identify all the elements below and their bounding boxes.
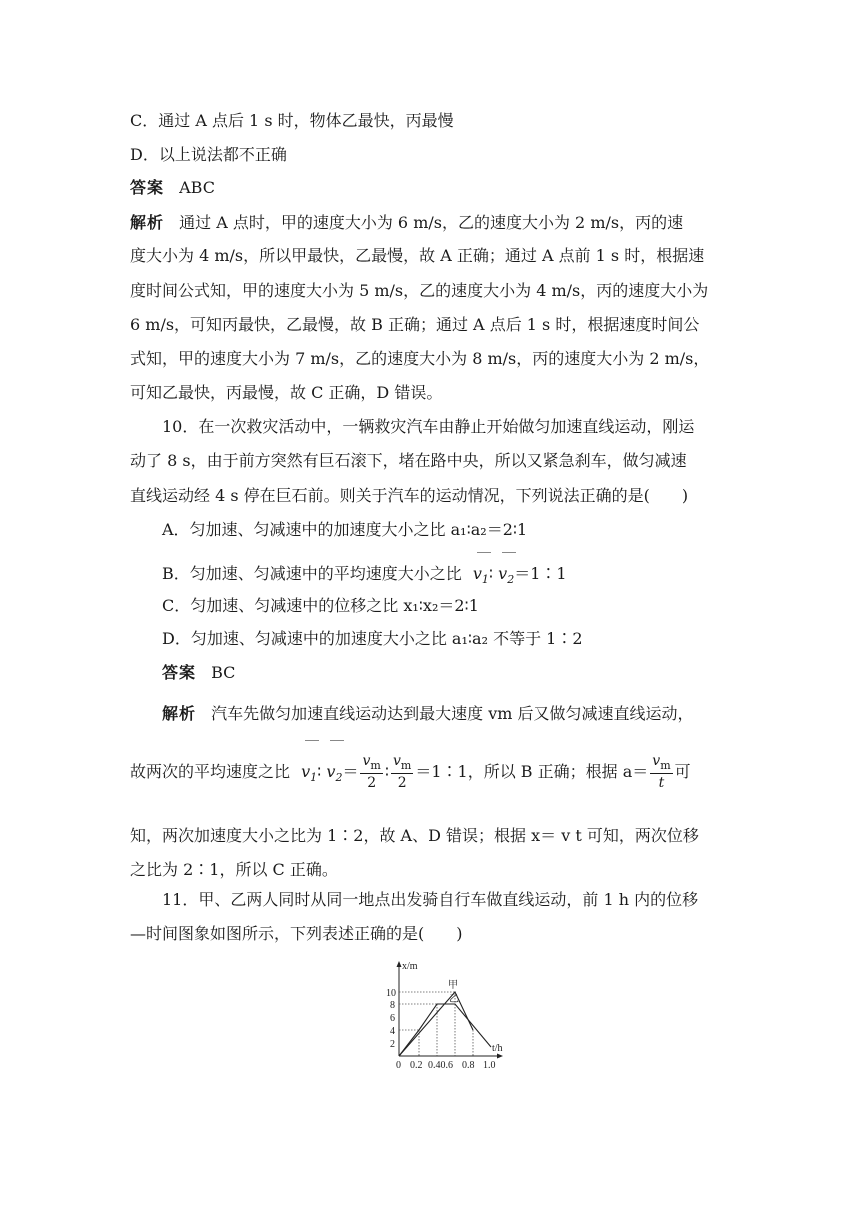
analysis-9-line-1 — [130, 213, 683, 233]
x-tick-0.4-0.6: 0.40.6 — [428, 1060, 453, 1070]
q11-line-1: 11．甲、乙两人同时从同一地点出发骑自行车做直线运动，前 1 h 内的位移 — [162, 890, 699, 909]
guide-lines — [399, 992, 473, 1056]
position-time-graph — [372, 958, 512, 1070]
analysis-text: 汽车先做匀加速直线运动达到最大速度 vm 后又做匀减速直线运动， — [211, 704, 694, 723]
q10-line-3: 直线运动经 4 s 停在巨石前。则关于汽车的运动情况，下列说法正确的是( ) — [130, 486, 689, 505]
q10-option-c: C．匀加速、匀减速中的位移之比 x₁∶x₂＝2∶1 — [162, 596, 479, 615]
analysis-10-line-4: 之比为 2∶1，所以 C 正确。 — [130, 860, 338, 879]
analysis-9-line-5: 式知，甲的速度大小为 7 m/s，乙的速度大小为 8 m/s，丙的速度大小为 2 m/s， — [130, 349, 710, 368]
answer-10 — [162, 663, 235, 683]
analysis-label: 解析 — [130, 213, 165, 232]
analysis-label: 解析 — [162, 704, 197, 723]
q10-option-b-text: B．匀加速、匀减速中的平均速度大小之比 — [162, 564, 462, 583]
y-axis-arrow — [397, 961, 402, 967]
q10-line-1: 10．在一次救灾活动中，一辆救灾汽车由静止开始做匀加速直线运动，刚运 — [162, 417, 695, 436]
q10-option-d: D．匀加速、匀减速中的加速度大小之比 a₁∶a₂ 不等于 1∶2 — [162, 629, 583, 648]
analysis-9-line-2: 度大小为 4 m/s，所以甲最快，乙最慢，故 A 正确；通过 A 点前 1 s 时，根据速 — [130, 246, 705, 265]
analysis-10-line-2-post: 可 — [674, 762, 691, 781]
v2-bar-symbol: $v_2$ — [498, 564, 514, 590]
q10-line-2: 动了 8 s，由于前方突然有巨石滚下，堵在路中央，所以又紧急刹车，做匀减速 — [130, 451, 687, 470]
x-axis-label: t/h — [492, 1043, 503, 1054]
q10-option-a: A．匀加速、匀减速中的加速度大小之比 a₁∶a₂＝2∶1 — [162, 520, 528, 539]
y-tick-8: 8 — [390, 1000, 395, 1011]
y-tick-4: 4 — [390, 1026, 395, 1037]
x-tick-1.0: 1.0 — [483, 1060, 496, 1070]
v2-bar-symbol: $v_2$ — [326, 752, 342, 798]
option-d: D．以上说法都不正确 — [130, 145, 287, 164]
x-tick-0.2: 0.2 — [410, 1060, 423, 1070]
analysis-9-line-3: 度时间公式知，甲的速度大小为 5 m/s，乙的速度大小为 4 m/s，丙的速度大小为 — [130, 281, 709, 300]
analysis-10-line-2-mid: ＝1∶1，所以 B 正确；根据 a＝ — [415, 762, 649, 781]
option-c: C．通过 A 点后 1 s 时，物体乙最快，丙最慢 — [130, 111, 454, 130]
y-tick-6: 6 — [390, 1013, 395, 1024]
x-axis-arrow — [497, 1054, 503, 1059]
analysis-10-line-1 — [162, 704, 694, 724]
y-tick-2: 2 — [390, 1039, 395, 1050]
fraction-vm-over-2: $\frac{v_m}{2}$ — [362, 752, 381, 792]
analysis-9-line-6: 可知乙最快，丙最慢，故 C 正确，D 错误。 — [130, 383, 443, 402]
fraction-vm-over-2: $\frac{v_m}{2}$ — [393, 752, 412, 792]
answer-label: 答案 — [130, 178, 165, 197]
analysis-text: 通过 A 点时，甲的速度大小为 6 m/s，乙的速度大小为 2 m/s，丙的速 — [179, 213, 684, 232]
v1-bar-symbol: $v_1$ — [301, 752, 317, 798]
q10-option-b: B．匀加速、匀减速中的平均速度大小之比 $v_1∶$ $v_2=1∶1$ — [162, 564, 567, 590]
analysis-10-line-2: 故两次的平均速度之比 $v_1∶$ $v_2=$ $\frac{v_m}{2}$ ∶ $\frac{v_m}{2}$ ＝1∶1，所以 B 正确；根据 a＝ $\frac{v_m}{t}$ 可 — [130, 752, 691, 798]
q10-option-b-ratio: ＝1∶1 — [514, 564, 567, 583]
x-tick-0: 0 — [396, 1060, 401, 1070]
answer-value: ABC — [179, 178, 215, 197]
y-axis-label: x/m — [402, 961, 418, 972]
v1-bar-symbol: $v_1$ — [473, 564, 489, 590]
analysis-10-line-2-pre: 故两次的平均速度之比 — [130, 762, 291, 781]
fraction-vm-over-t: $\frac{v_m}{t}$ — [652, 752, 671, 792]
series-yi-label: 乙 — [449, 994, 459, 1005]
analysis-10-line-3: 知，两次加速度大小之比为 1∶2，故 A、D 错误；根据 x＝ v t 可知，两次位移 — [130, 826, 699, 845]
analysis-9-line-4: 6 m/s，可知丙最快，乙最慢，故 B 正确；通过 A 点后 1 s 时，根据速度时间公 — [130, 315, 700, 334]
q11-line-2: —时间图象如图所示，下列表述正确的是( ) — [130, 924, 463, 943]
series-yi-line — [399, 992, 473, 1056]
y-tick-10: 10 — [386, 988, 396, 999]
answer-9 — [130, 178, 215, 198]
series-jia-label: 甲 — [448, 980, 458, 991]
series-jia-line — [399, 1004, 491, 1056]
answer-label: 答案 — [162, 663, 197, 682]
answer-value: BC — [211, 663, 236, 682]
x-tick-0.8: 0.8 — [462, 1060, 475, 1070]
